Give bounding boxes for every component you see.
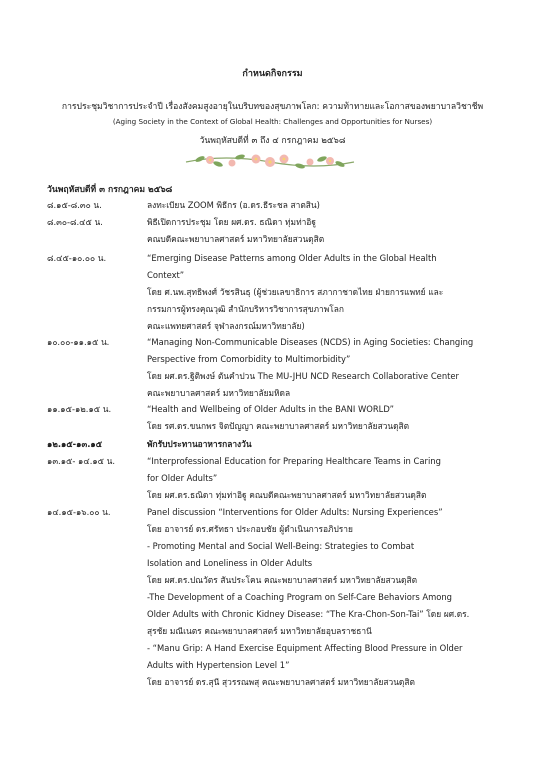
schedule-line: Panel discussion “Interventions for Older Adults: Nursing Experiences” [147, 507, 443, 517]
schedule-detail [147, 214, 507, 248]
schedule-line: พักรับประทานอาหารกลางวัน [147, 439, 252, 449]
day-heading: วันพฤหัสบดีที่ ๓ กรกฎาคม ๒๕๖๘ [47, 185, 173, 195]
schedule-line: กรรมการผู้ทรงคุณวุฒิ สำนักบริหารวิชาการสุขภาพโลก [147, 304, 344, 314]
schedule-line: Adults with Hypertension Level 1” [147, 660, 290, 670]
schedule-line: - Promoting Mental and Social Well-Being: Strategies to Combat [147, 541, 415, 551]
schedule-line: พิธีเปิดการประชุม โดย ผศ.ดร. ธณิดา ทุ่มท่าอิฐู [147, 217, 316, 227]
schedule-time: ๑๑.๑๕-๑๒.๑๕ น. [47, 404, 112, 414]
schedule-time: ๑๐.๐๐-๑๑.๑๕ น. [47, 337, 110, 347]
schedule-time: ๘.๔๕-๑๐.๐๐ น. [47, 253, 107, 263]
schedule-detail [147, 504, 507, 691]
schedule-detail [147, 436, 507, 453]
schedule-line: -The Development of a Coaching Program on Self-Care Behaviors Among [147, 592, 452, 602]
schedule-line: “Managing Non-Communicable Diseases (NCDS) in Aging Societies: Changing [147, 337, 474, 347]
schedule-line: คณะพยาบาลศาสตร์ มหาวิทยาลัยมหิดล [147, 388, 291, 398]
schedule-detail [147, 453, 507, 504]
schedule-line: - “Manu Grip: A Hand Exercise Equipment Affecting Blood Pressure in Older [147, 643, 463, 653]
conference-dates: วันพฤหัสบดีที่ ๓ ถึง ๔ กรกฎาคม ๒๕๖๘ [199, 136, 346, 146]
floral-divider-icon [180, 150, 360, 172]
schedule-detail [147, 334, 507, 402]
schedule-line: Context” [147, 270, 185, 280]
schedule-line: โดย ผศ.ดร.ธณิดา ทุ่มท่าอิฐู คณบดีคณะพยาบาลศาสตร์ มหาวิทยาลัยสวนดุสิต [147, 490, 427, 500]
schedule-line: โดย ผศ.ดร.ปณวัตร สันประโคน คณะพยาบาลศาสตร์ มหาวิทยาลัยสวนดุสิต [147, 575, 418, 585]
schedule-time: ๘.๓๐-๘.๔๕ น. [47, 217, 103, 227]
schedule-detail [147, 250, 507, 335]
schedule-line: Perspective from Comorbidity to Multimorbidity” [147, 354, 351, 364]
schedule-time: ๑๒.๑๕-๑๓.๑๕ [47, 439, 103, 449]
schedule-line: “Interprofessional Education for Preparing Healthcare Teams in Caring [147, 456, 441, 466]
schedule-time: ๑๓.๑๕- ๑๔.๑๕ น. [47, 456, 116, 466]
schedule-time: ๑๔.๑๕-๑๖.๐๐ น. [47, 507, 111, 517]
schedule-detail [147, 401, 507, 435]
schedule-line: โดย อาจารย์ ดร.ศรัทธา ประกอบชัย ผู้ดำเนินการอภิปราย [147, 524, 353, 534]
schedule-line: โดย อาจารย์ ดร.สุนี สุวรรณพสุ คณะพยาบาลศาสตร์ มหาวิทยาลัยสวนดุสิต [147, 677, 415, 687]
schedule-line: สุรชัย มณีเนตร คณะพยาบาลศาสตร์ มหาวิทยาลัยอุบลราชธานี [147, 626, 372, 636]
schedule-line: คณบดีคณะพยาบาลศาสตร์ มหาวิทยาลัยสวนดุสิต [147, 234, 325, 244]
schedule-line: โดย ศ.นพ.สุทธิพงศ์ วัชรสินธุ (ผู้ช่วยเลขาธิการ สภากาชาดไทย ฝ่ายการแพทย์ และ [147, 287, 444, 297]
schedule-line: คณะแพทยศาสตร์ จุฬาลงกรณ์มหาวิทยาลัย) [147, 321, 305, 331]
schedule-time: ๘.๑๕-๘.๓๐ น. [47, 200, 102, 210]
schedule-line: ลงทะเบียน ZOOM พิธีกร (อ.ดร.ธีระชล สาตสิน) [147, 200, 320, 210]
schedule-line: Older Adults with Chronic Kidney Disease: “The Kra-Chon-Son-Tai” โดย ผศ.ดร. [147, 609, 470, 619]
schedule-line: Isolation and Loneliness in Older Adults [147, 558, 313, 568]
conference-title-thai: การประชุมวิชาการประจำปี เรื่องสังคมสูงอายุในบริบทของสุขภาพโลก: ความท้าทายและโอกาสของพยาบาลวิชาชีพ [61, 102, 484, 112]
schedule-line: โดย รศ.ดร.ขนกพร จิตปัญญา คณะพยาบาลศาสตร์ มหาวิทยาลัยสวนดุสิต [147, 421, 410, 431]
schedule-detail [147, 197, 507, 214]
schedule-line: for Older Adults” [147, 473, 218, 483]
page-title: กำหนดกิจกรรม [242, 69, 303, 79]
schedule-line: “Emerging Disease Patterns among Older Adults in the Global Health [147, 253, 437, 263]
schedule-line: โดย ผศ.ดร.ฐิติพงษ์ ตันคำปวน The MU-JHU NCD Research Collaborative Center [147, 371, 460, 381]
schedule-line: “Health and Wellbeing of Older Adults in the BANI WORLD” [147, 404, 394, 414]
conference-title-english: (Aging Society in the Context of Global Health: Challenges and Opportunities for Nurses) [112, 117, 433, 126]
